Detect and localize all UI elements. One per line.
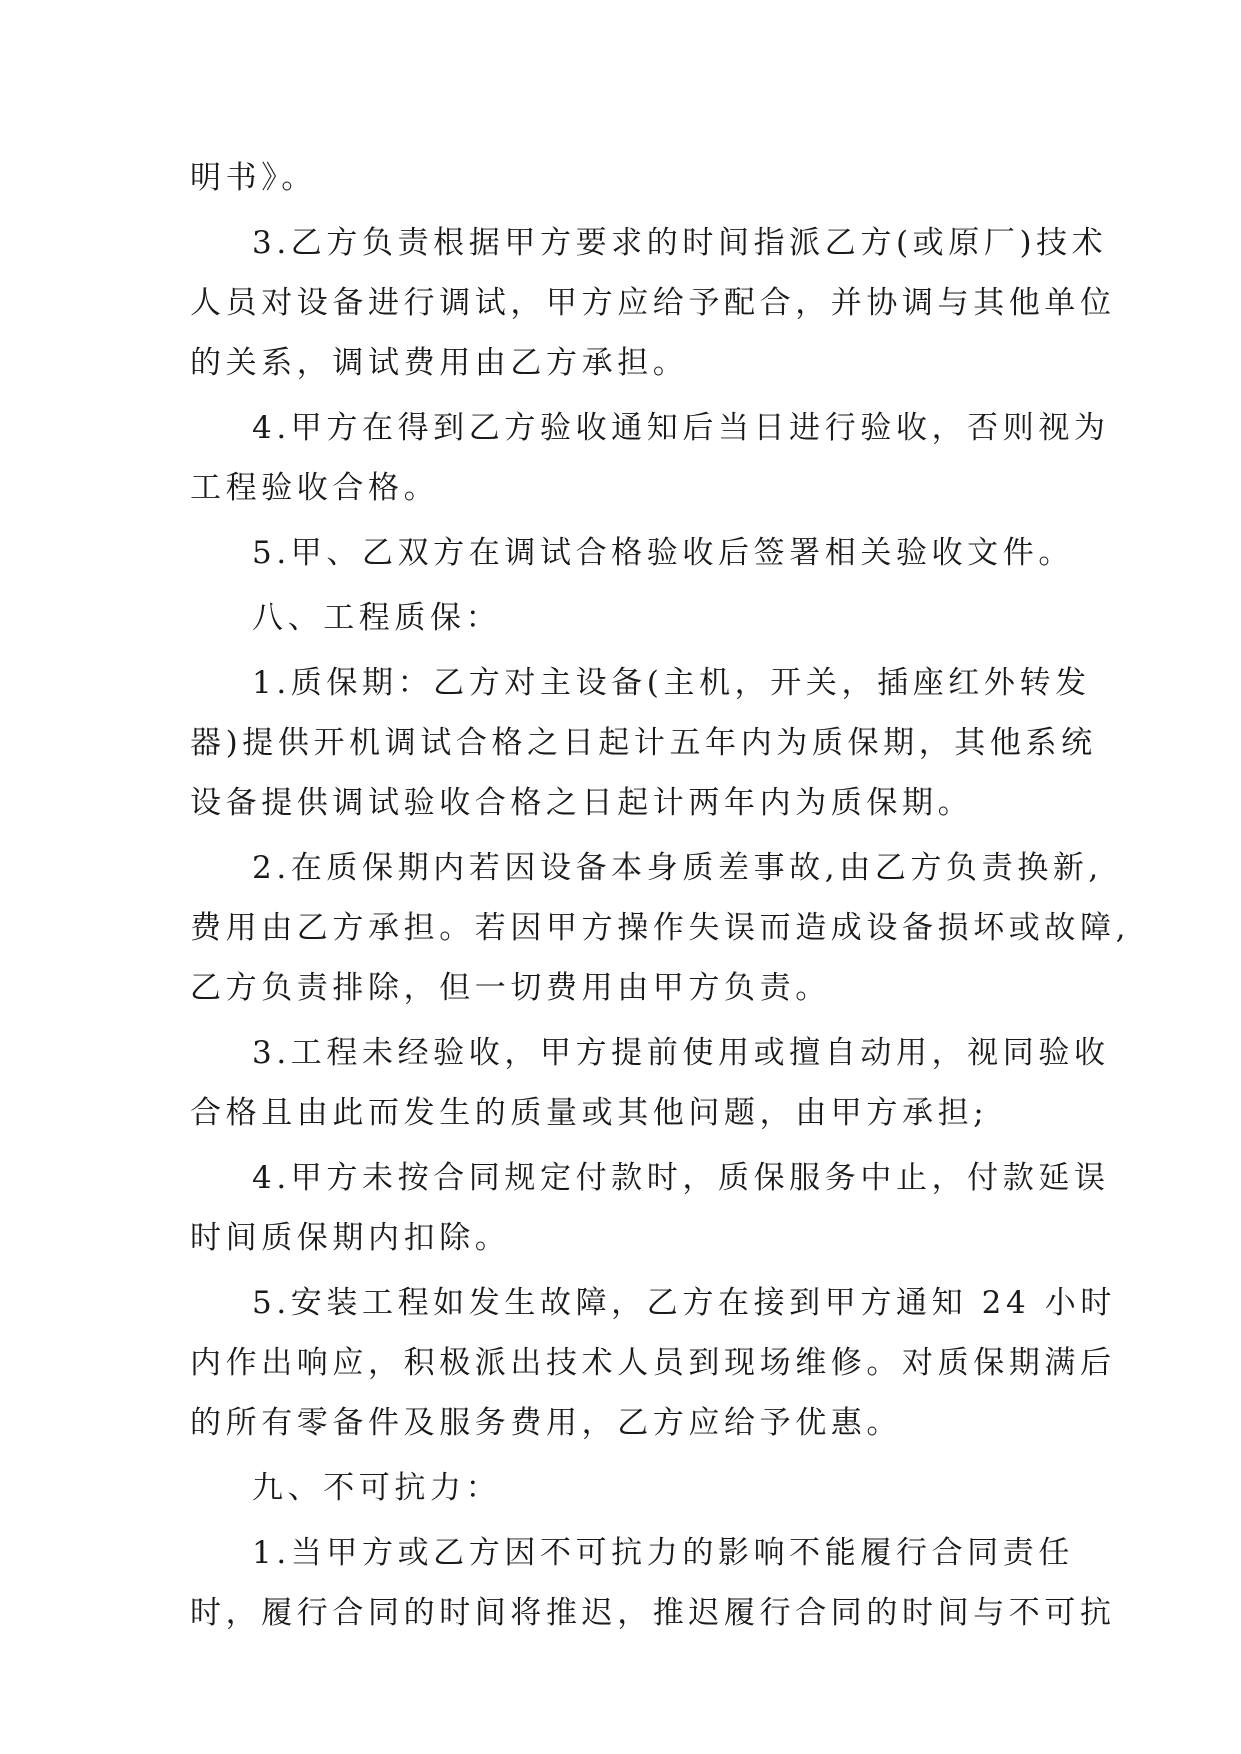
paragraph-first-line: 3.工程未经验收，甲方提前使用或擅自动用，视同验收	[252, 1035, 1110, 1071]
paragraph-first-line: 1.当甲方或乙方因不可抗力的影响不能履行合同责任	[252, 1535, 1074, 1571]
paragraph-line: 内作出响应，积极派出技术人员到现场维修。对质保期满后	[190, 1345, 1116, 1381]
paragraph-line: 时，履行合同的时间将推迟，推迟履行合同的时间与不可抗	[190, 1595, 1116, 1631]
paragraph-line: 时间质保期内扣除。	[190, 1220, 511, 1256]
paragraph-first-line: 5.甲、乙双方在调试合格验收后签署相关验收文件。	[252, 535, 1074, 571]
paragraph-first-line: 4.甲方未按合同规定付款时，质保服务中止，付款延误	[252, 1160, 1110, 1196]
paragraph-first-line: 九、不可抗力：	[252, 1470, 502, 1506]
paragraph-first-line: 4.甲方在得到乙方验收通知后当日进行验收，否则视为	[252, 410, 1110, 446]
paragraph-first-line: 5.安装工程如发生故障，乙方在接到甲方通知 24 小时	[252, 1285, 1116, 1321]
paragraph-line: 的所有零备件及服务费用，乙方应给予优惠。	[190, 1405, 902, 1441]
document-body	[190, 148, 1131, 1643]
paragraph-first-line: 1.质保期：乙方对主设备(主机，开关，插座红外转发	[252, 665, 1091, 701]
paragraph-line: 费用由乙方承担。若因甲方操作失误而造成设备损坏或故障,	[190, 910, 1131, 946]
paragraph-first-line: 3.乙方负责根据甲方要求的时间指派乙方(或原厂)技术	[252, 225, 1108, 261]
paragraph-line: 人员对设备进行调试，甲方应给予配合，并协调与其他单位	[190, 285, 1116, 321]
paragraph-line: 的关系，调试费用由乙方承担。	[190, 345, 689, 381]
paragraph-first-line: 2.在质保期内若因设备本身质差事故,由乙方负责换新,	[252, 850, 1103, 886]
paragraph-line: 合格且由此而发生的质量或其他问题，由甲方承担;	[190, 1095, 989, 1131]
paragraph-line: 设备提供调试验收合格之日起计两年内为质保期。	[190, 785, 974, 821]
paragraph-line: 器)提供开机调试合格之日起计五年内为质保期，其他系统	[190, 725, 1097, 761]
paragraph-first-line: 八、工程质保：	[252, 600, 502, 636]
paragraph-line: 乙方负责排除，但一切费用由甲方负责。	[190, 970, 831, 1006]
paragraph-line: 明书》。	[190, 160, 317, 196]
paragraph-line: 工程验收合格。	[190, 470, 440, 506]
